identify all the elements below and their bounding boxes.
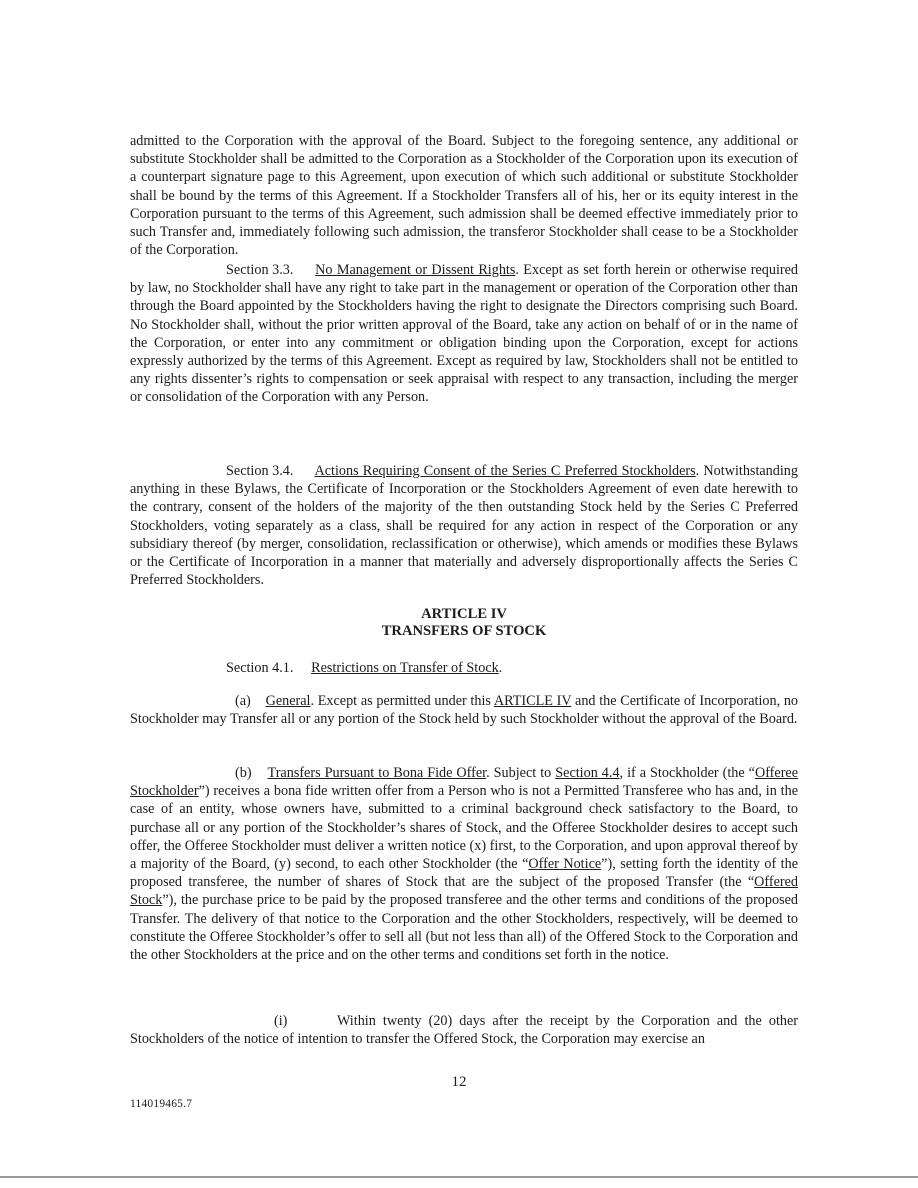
subsection-i-text: Within twenty (20) days after the receipt by the Corporation and the other Stockholders of the notice of intention to transfer the Offered Stock, the Corporation may exercise an bbox=[130, 1013, 799, 1048]
section-3-3-title: No Management or Dissent Rights bbox=[315, 262, 516, 278]
subsection-i-label: (i) bbox=[274, 1013, 288, 1029]
article-subtitle: TRANSFERS OF STOCK bbox=[381, 623, 547, 639]
section-3-3 bbox=[130, 261, 798, 407]
subsection-a bbox=[130, 692, 798, 728]
bottom-edge-rule bbox=[0, 1176, 918, 1178]
page-number: 12 bbox=[451, 1074, 467, 1090]
section-4-4-reference: Section 4.4 bbox=[555, 765, 620, 781]
section-3-3-body: . Except as set forth herein or otherwise required by law, no Stockholder shall have any right to take part in the management or operation of the Corporation other than through the Board appointed by the Stockholders having the right to designate the Directors comprising such Board. No Stockholder shall, without the prior written approval of the Board, take any action on behalf of or in the name of the Corporation, or enter into any commitment or obligation binding upon the Corporation, except for actions expressly authorized by the terms of this Agreement. Except as required by law, Stockholders shall not be entitled to any rights dissenter’s rights to compensation or seek appraisal with respect to any transaction, including the merger or consolidation of the Corporation with any Person. bbox=[130, 262, 798, 406]
subsection-b-text1: . Subject to bbox=[486, 765, 556, 781]
subsection-b-label: (b) bbox=[235, 765, 252, 781]
subsection-i bbox=[130, 1012, 798, 1048]
section-4-1-number: Section 4.1. bbox=[226, 660, 294, 676]
section-3-3-number: Section 3.3. bbox=[226, 262, 294, 278]
subsection-b-text4: ”), setting forth the identity of the proposed transferee, the number of shares of Stock that are the subject of the proposed Transfer (the “ bbox=[130, 856, 799, 891]
section-3-4-title: Actions Requiring Consent of the Series C Preferred Stockholders bbox=[314, 463, 696, 479]
offeree-stockholder-term: Offeree Stockholder bbox=[130, 765, 799, 800]
offered-stock-term: Offered Stock bbox=[130, 874, 798, 909]
subsection-a-title: General bbox=[265, 693, 311, 709]
subsection-b-text2: , if a Stockholder (the “ bbox=[619, 765, 755, 781]
article-title: ARTICLE IV bbox=[421, 606, 507, 622]
section-3-4 bbox=[130, 462, 798, 589]
document-id: 114019465.7 bbox=[130, 1098, 193, 1110]
subsection-b bbox=[130, 764, 798, 964]
section-3-4-number: Section 3.4. bbox=[226, 463, 294, 479]
offer-notice-term: Offer Notice bbox=[528, 856, 602, 873]
subsection-b-text3: ”) receives a bona fide written offer from a Person who is not a Permitted Transferee who has and, in the case of an entity, whose owners have, submitted to a criminal background check satisfactory to the Board, to purchase all or any portion of the Stockholder’s shares of Stock, and the Offeree Stockholder desires to accept such offer, the Offeree Stockholder must deliver a written notice (x) first, to the Corporation, and upon approval thereof by a majority of the Board, (y) second, to each other Stockholder (the “ bbox=[130, 783, 798, 873]
subsection-a-label: (a) bbox=[235, 693, 251, 709]
paragraph-admission: admitted to the Corporation with the approval of the Board. Subject to the foregoing sentence, any additional or substitute Stockholder shall be admitted to the Corporation as a Stockholder of the Corporation upon its execution of a counterpart signature page to this Agreement, upon execution of which such additional or substitute Stockholder shall be bound by the terms of this Agreement. If a Stockholder Transfers all of his, her or its equity interest in the Corporation pursuant to the terms of this Agreement, such admission shall be deemed effective immediately prior to such Transfer and, immediately following such admission, the transferor Stockholder shall cease to be a Stockholder of the Corporation. bbox=[130, 133, 798, 259]
subsection-b-title: Transfers Pursuant to Bona Fide Offer bbox=[267, 765, 487, 781]
section-3-4-body: . Notwithstanding anything in these Bylaws, the Certificate of Incorporation or the Stockholders Agreement of even date herewith to the contrary, consent of the holders of the majority of the then outstanding Stock held by the Series C Preferred Stockholders, voting separately as a class, shall be required for any action in respect of the Corporation or any subsidiary thereof (by merger, consolidation, reclassification or otherwise), which amends or modifies these Bylaws or the Certificate of Incorporation in a manner that materially and adversely disproportionally affects the Series C Preferred Stockholders. bbox=[130, 463, 798, 589]
subsection-a-text2: and the Certificate of Incorporation, no Stockholder may Transfer all or any portion of the Stock held by such Stockholder without the approval of the Board. bbox=[130, 693, 799, 728]
section-4-1-title: Restrictions on Transfer of Stock bbox=[311, 660, 499, 676]
subsection-a-text1: . Except as permitted under this bbox=[310, 693, 494, 709]
article-iv-reference: ARTICLE IV bbox=[493, 693, 572, 709]
subsection-b-text5: ”), the purchase price to be paid by the proposed transferee and the other terms and conditions of the proposed Transfer. The delivery of that notice to the Corporation and the other Stockholders, respectively, will be deemed to constitute the Offeree Stockholder’s offer to sell all (but not less than all) of the Offered Stock to the Corporation and the other Stockholders at the price and on the other terms and conditions set forth in the notice. bbox=[130, 892, 798, 964]
section-4-1-tail: . bbox=[498, 660, 503, 676]
section-4-1 bbox=[130, 659, 798, 677]
